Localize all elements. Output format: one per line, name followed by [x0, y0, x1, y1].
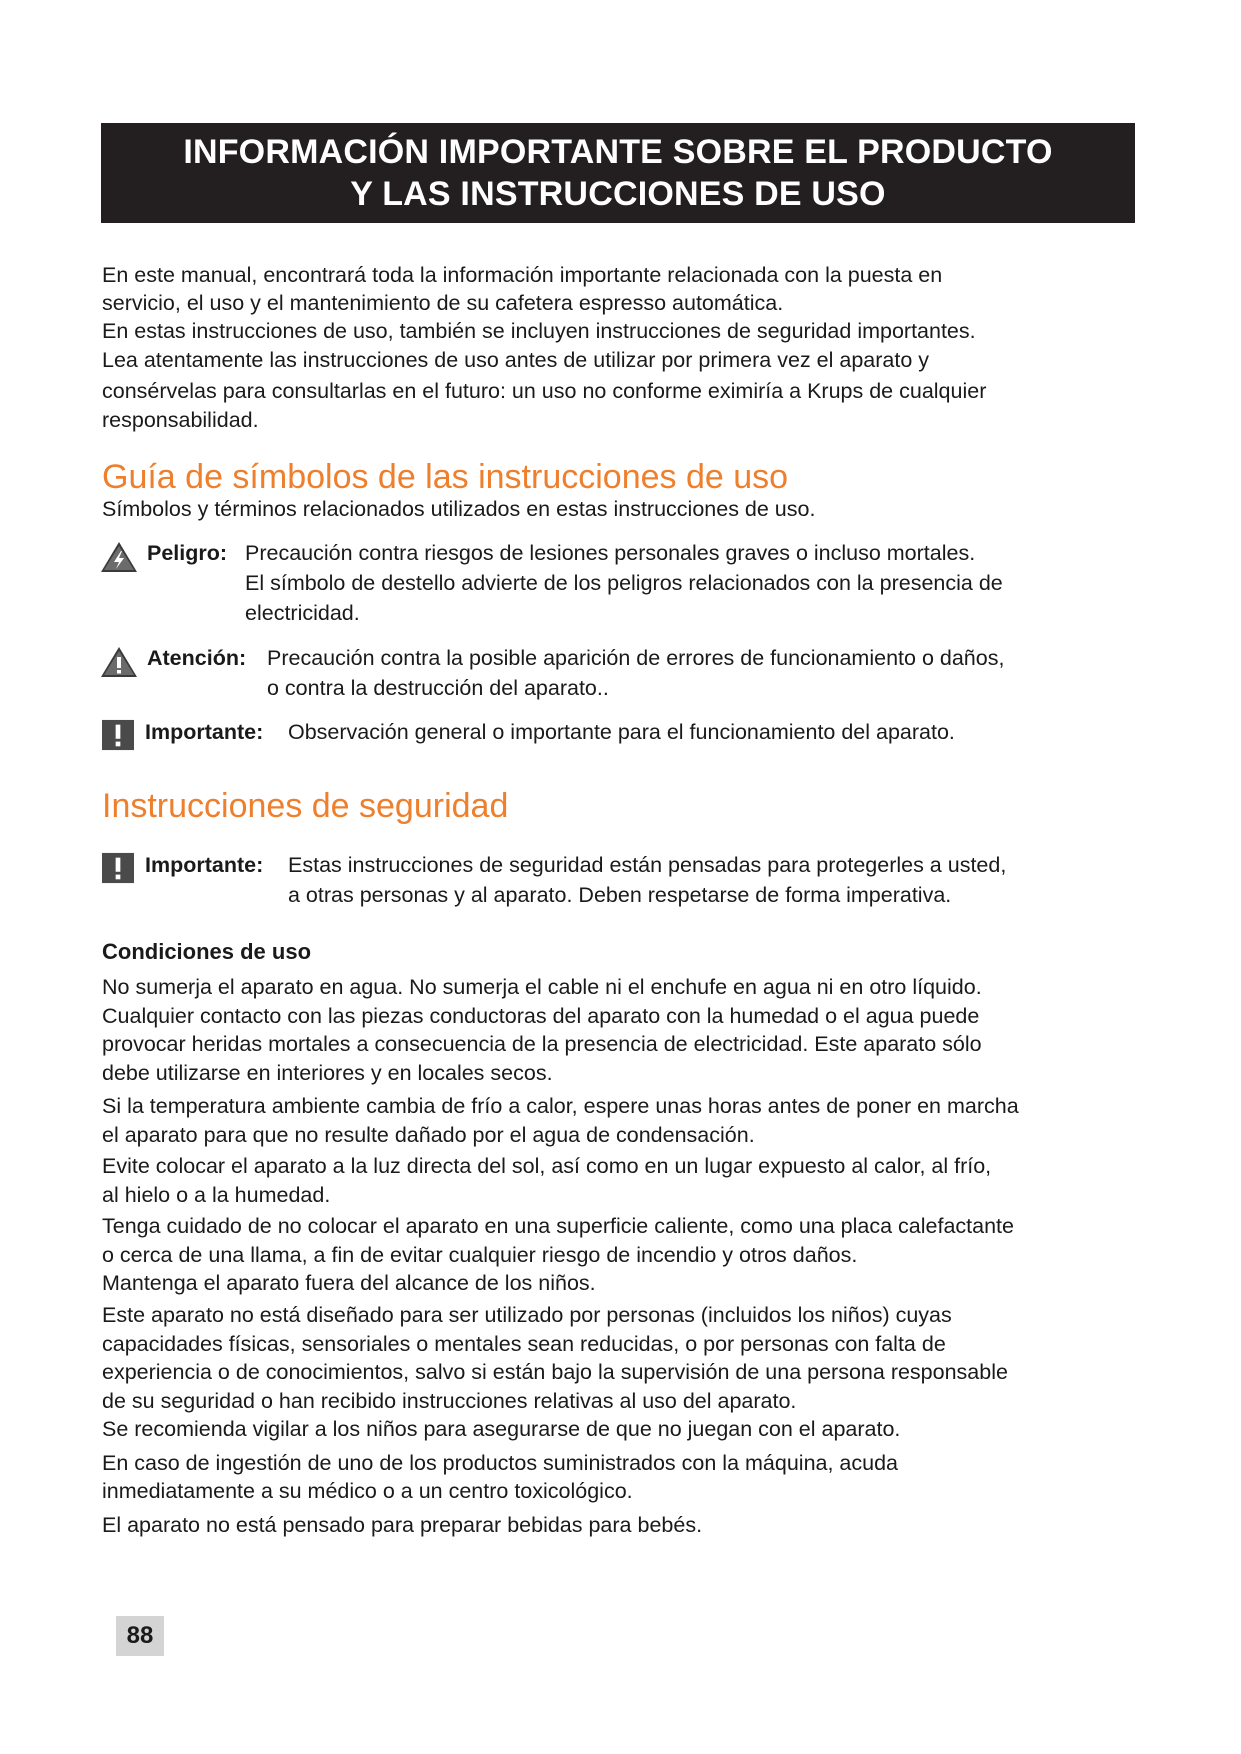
condition-paragraph-1 [102, 973, 1162, 1087]
condition-line: capacidades físicas, sensoriales o mentales sean reducidas, o por personas con falta de [102, 1331, 946, 1356]
intro-paragraph-1b [102, 289, 1162, 318]
condition-paragraph-3 [102, 1152, 1162, 1209]
exclamation-box-icon [100, 719, 136, 751]
condition-line: En caso de ingestión de uno de los productos suministrados con la máquina, acuda [102, 1451, 899, 1475]
conditions-heading: Condiciones de uso [102, 939, 312, 964]
condition-line: Cualquier contacto con las piezas conductoras del aparato con la humedad o el agua puede [102, 1003, 980, 1028]
condition-paragraph-2 [102, 1092, 1162, 1149]
peligro-line: Precaución contra riesgos de lesiones personales graves o incluso mortales. [245, 541, 976, 565]
condition-line: inmediatamente a su médico o a un centro toxicológico. [102, 1479, 633, 1503]
condition-line: Mantenga el aparato fuera del alcance de los niños. [102, 1271, 596, 1295]
safety-importante-line: a otras personas y al aparato. Deben respetarse de forma imperativa. [288, 883, 952, 907]
importante-label: Importante: [145, 720, 264, 744]
peligro-line: electricidad. [245, 601, 360, 625]
peligro-description [245, 538, 1135, 628]
condition-paragraph-9 [102, 1511, 1162, 1540]
condition-paragraph-8b [102, 1477, 1162, 1506]
atencion-description [267, 643, 1167, 703]
condition-line: Se recomienda vigilar a los niños para asegurarse de que no juegan con el aparato. [102, 1417, 901, 1441]
condition-line: debe utilizarse en interiores y en locales secos. [102, 1060, 553, 1085]
importante-description: Observación general o importante para el funcionamiento del aparato. [288, 720, 955, 744]
condition-paragraph-6 [102, 1301, 1162, 1444]
condition-line: el aparato para que no resulte dañado por el agua de condensación. [102, 1122, 755, 1147]
condition-paragraph-4 [102, 1212, 1162, 1298]
condition-line: Tenga cuidado de no colocar el aparato en una superficie caliente, como una placa calefactante [102, 1214, 1014, 1238]
condition-line: experiencia o de conocimientos, salvo si están bajo la supervisión de una persona responsable [102, 1360, 1008, 1384]
condition-paragraph-8 [102, 1449, 1137, 1478]
symbols-guide-title: Guía de símbolos de las instrucciones de uso [102, 458, 789, 496]
peligro-label: Peligro: [147, 541, 228, 565]
condition-line: al hielo o a la humedad. [102, 1182, 331, 1207]
intro-line: En estas instrucciones de uso, también se incluyen instrucciones de seguridad importantes. [102, 319, 976, 343]
condition-line: de su seguridad o han recibido instrucciones relativas al uso del aparato. [102, 1388, 797, 1413]
header-banner [101, 123, 1135, 223]
condition-line: Evite colocar el aparato a la luz directa del sol, así como en un lugar expuesto al calor, al frío, [102, 1154, 992, 1178]
condition-line: provocar heridas mortales a consecuencia de la presencia de electricidad. Este aparato sólo [102, 1032, 982, 1056]
condition-line: Si la temperatura ambiente cambia de frío a calor, espere unas horas antes de poner en marcha [102, 1094, 1019, 1118]
header-title-line1: INFORMACIÓN IMPORTANTE SOBRE EL PRODUCTO [183, 133, 1053, 171]
intro-paragraph-2-justified [102, 346, 1160, 375]
exclamation-box-icon [100, 852, 136, 884]
symbol-atencion [100, 643, 1180, 705]
symbol-peligro [100, 538, 1180, 633]
safety-importante-notice [100, 850, 1180, 912]
condition-line: Este aparato no está diseñado para ser utilizado por personas (incluidos los niños) cuyas [102, 1303, 952, 1327]
safety-title: Instrucciones de seguridad [102, 787, 509, 825]
atencion-label: Atención: [147, 646, 247, 670]
warning-triangle-icon [100, 645, 138, 679]
intro-paragraph-2 [102, 317, 1162, 346]
atencion-line: Precaución contra la posible aparición de errores de funcionamiento o daños, [267, 646, 1005, 670]
intro-paragraph-2c [102, 377, 1162, 434]
warning-lightning-icon [100, 540, 138, 574]
intro-line: responsabilidad. [102, 407, 259, 432]
peligro-line: El símbolo de destello advierte de los peligros relacionados con la presencia de [245, 571, 1003, 595]
safety-importante-line: Estas instrucciones de seguridad están pensadas para protegerles a usted, [288, 853, 1007, 877]
header-title-line2: Y LAS INSTRUCCIONES DE USO [350, 175, 886, 213]
symbol-importante [100, 717, 1180, 751]
safety-importante-label: Importante: [145, 853, 264, 877]
symbols-guide-subtitle: Símbolos y términos relacionados utilizados en estas instrucciones de uso. [102, 497, 816, 521]
safety-importante-text [288, 850, 1168, 910]
intro-line: consérvelas para consultarlas en el futuro: un uso no conforme eximiría a Krups de cualquier [102, 379, 987, 403]
condition-line: No sumerja el aparato en agua. No sumerja el cable ni el enchufe en agua ni en otro líquido. [102, 975, 982, 999]
intro-line: En este manual, encontrará toda la información importante relacionada con la puesta en [102, 263, 943, 287]
atencion-line: o contra la destrucción del aparato.. [267, 676, 609, 700]
condition-line: El aparato no está pensado para preparar bebidas para bebés. [102, 1513, 703, 1537]
condition-line: o cerca de una llama, a fin de evitar cualquier riesgo de incendio y otros daños. [102, 1242, 858, 1267]
intro-paragraph-1 [102, 261, 1112, 290]
page-number: 88 [116, 1616, 164, 1656]
intro-line: servicio, el uso y el mantenimiento de su cafetera espresso automática. [102, 291, 784, 315]
intro-line: Lea atentamente las instrucciones de uso antes de utilizar por primera vez el aparato y [102, 348, 930, 372]
